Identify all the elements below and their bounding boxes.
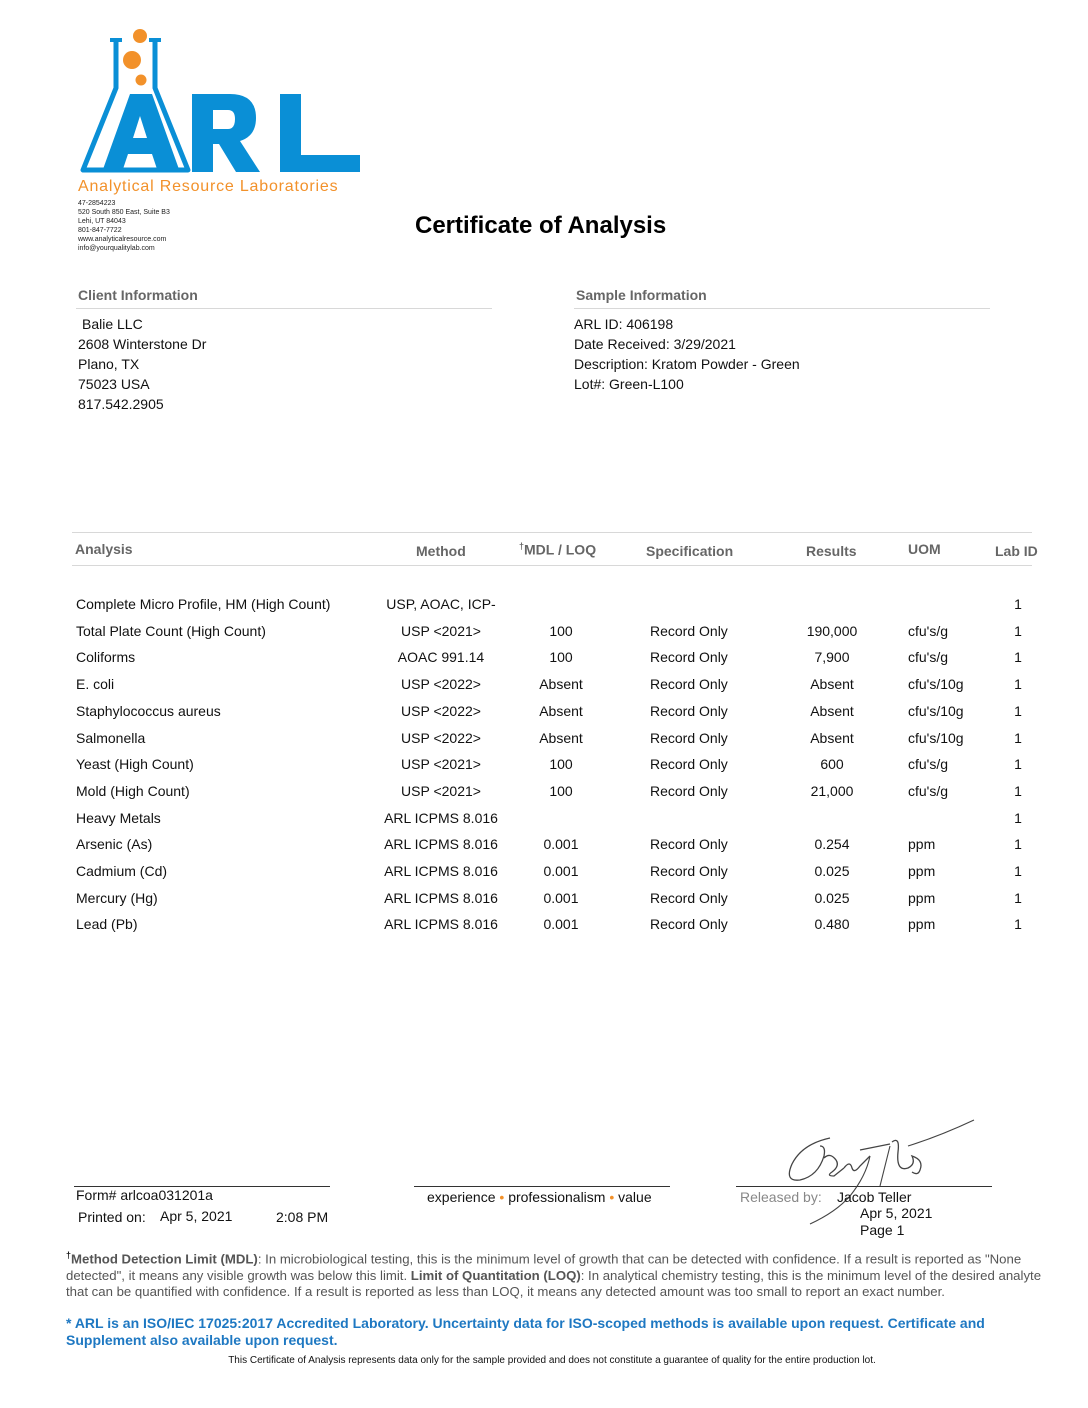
- cell-specification: Record Only: [650, 863, 728, 879]
- cell-lab-id: 1: [1014, 836, 1022, 853]
- cell-method: USP <2021>: [401, 782, 481, 799]
- mdl-term: Method Detection Limit (MDL): [71, 1251, 258, 1267]
- cell-mdl-loq: 100: [549, 782, 573, 799]
- cell-uom: cfu's/10g: [908, 676, 964, 693]
- cell-result: 190,000: [806, 622, 858, 639]
- client-info-heading: Client Information: [78, 287, 198, 303]
- cell-analysis: Heavy Metals: [76, 809, 161, 826]
- table-row: [0, 730, 1088, 750]
- cell-result: 0.480: [814, 916, 850, 933]
- cell-result: Absent: [810, 702, 854, 719]
- lab-address: [78, 199, 170, 253]
- cell-uom: ppm: [908, 916, 936, 933]
- cell-lab-id: 1: [1014, 702, 1022, 719]
- motto-word: professionalism: [508, 1189, 606, 1205]
- cell-uom: ppm: [908, 889, 936, 906]
- cell-result: 0.025: [814, 863, 850, 879]
- col-header-specification: Specification: [646, 543, 734, 559]
- address-line: Lehi, UT 84043: [78, 218, 126, 225]
- cell-result: Absent: [810, 676, 854, 693]
- table-row: [0, 756, 1088, 776]
- sample-lot: Lot#: Green-L100: [574, 376, 684, 392]
- cell-lab-id: 1: [1014, 649, 1022, 666]
- cell-lab-id: 1: [1014, 863, 1022, 879]
- cell-lab-id: 1: [1014, 809, 1022, 826]
- table-row: [0, 676, 1088, 696]
- motto-separator: •: [609, 1189, 615, 1205]
- client-name: Balie LLC: [82, 316, 143, 332]
- cell-specification: Record Only: [650, 702, 728, 719]
- cell-result: 0.254: [814, 836, 850, 853]
- col-header-method: Method: [416, 543, 466, 559]
- form-number: Form# arlcoa031201a: [76, 1187, 213, 1203]
- printed-label: Printed on:: [78, 1209, 146, 1225]
- cell-analysis: Complete Micro Profile, HM (High Count): [76, 596, 331, 612]
- sample-arl-id: ARL ID: 406198: [574, 316, 674, 332]
- motto-word: experience: [427, 1189, 496, 1205]
- footer-rule-right: [736, 1186, 992, 1187]
- cell-uom: cfu's/g: [908, 782, 949, 799]
- cell-analysis: Coliforms: [76, 649, 136, 666]
- sample-date-received: Date Received: 3/29/2021: [574, 336, 736, 352]
- cell-mdl-loq: Absent: [539, 729, 583, 746]
- table-row: [0, 783, 1088, 803]
- cell-lab-id: 1: [1014, 756, 1022, 773]
- cell-lab-id: 1: [1014, 622, 1022, 639]
- cell-specification: Record Only: [650, 729, 728, 746]
- cell-method: ARL ICPMS 8.016: [384, 809, 498, 826]
- col-header-results: Results: [806, 543, 857, 559]
- cell-specification: Record Only: [650, 622, 728, 639]
- client-zip: 75023 USA: [78, 376, 150, 392]
- cell-mdl-loq: 0.001: [543, 863, 579, 879]
- cell-lab-id: 1: [1014, 782, 1022, 799]
- cell-analysis: Cadmium (Cd): [76, 863, 168, 879]
- cell-result: Absent: [810, 729, 854, 746]
- cell-method: ARL ICPMS 8.016: [384, 863, 498, 879]
- page-number: Page 1: [860, 1222, 905, 1238]
- motto: [427, 1189, 652, 1205]
- client-info-divider: [76, 308, 492, 309]
- cell-specification: Record Only: [650, 916, 728, 933]
- cell-lab-id: 1: [1014, 596, 1022, 612]
- client-phone: 817.542.2905: [78, 396, 164, 412]
- motto-separator: •: [499, 1189, 505, 1205]
- cell-specification: Record Only: [650, 649, 728, 666]
- printed-date: Apr 5, 2021: [160, 1208, 233, 1224]
- table-header-rule: [72, 565, 1032, 566]
- cell-mdl-loq: 100: [549, 622, 573, 639]
- cell-analysis: Mold (High Count): [76, 782, 190, 799]
- cell-specification: Record Only: [650, 889, 728, 906]
- cell-lab-id: 1: [1014, 916, 1022, 933]
- sample-info-heading: Sample Information: [576, 287, 707, 303]
- cell-method: USP <2021>: [401, 622, 481, 639]
- cell-result: 7,900: [814, 649, 850, 666]
- table-row: [0, 863, 1088, 883]
- table-row: [0, 836, 1088, 856]
- cell-analysis: Yeast (High Count): [76, 756, 194, 773]
- table-row: [0, 596, 1088, 616]
- page-title: Certificate of Analysis: [415, 212, 667, 239]
- cell-method: AOAC 991.14: [397, 649, 485, 666]
- cell-method: USP <2022>: [401, 702, 481, 719]
- cell-uom: ppm: [908, 836, 936, 853]
- cell-analysis: Total Plate Count (High Count): [76, 622, 266, 639]
- address-line: 801-847-7722: [78, 227, 122, 234]
- cell-analysis: Arsenic (As): [76, 836, 153, 853]
- cell-uom: cfu's/10g: [908, 702, 964, 719]
- client-city: Plano, TX: [78, 356, 140, 372]
- table-row: [0, 649, 1088, 669]
- mdl-definition: : In microbiological testing, this is the minimum level of growth that can be detected with confidence. If a result is reported as "None detected", it means any visible growth was below this limit.: [66, 1251, 1022, 1283]
- logo-letter-shapes: [80, 92, 365, 174]
- sample-info: [574, 314, 800, 394]
- table-row: [0, 916, 1088, 936]
- cell-result: 21,000: [810, 782, 854, 799]
- cell-mdl-loq: Absent: [539, 702, 583, 719]
- table-top-rule: [72, 532, 1032, 533]
- lab-name: Analytical Resource Laboratories: [78, 178, 339, 195]
- cell-uom: cfu's/g: [908, 756, 949, 773]
- table-row: [0, 623, 1088, 643]
- cell-mdl-loq: 0.001: [543, 916, 579, 933]
- client-info: [78, 314, 206, 414]
- accreditation-note: * ARL is an ISO/IEC 17025:2017 Accredited Laboratory. Uncertainty data for ISO-scoped methods is available upon request. Certificate and Supplement also available upon request.: [66, 1315, 985, 1348]
- table-row: [0, 703, 1088, 723]
- cell-specification: Record Only: [650, 782, 728, 799]
- footer-rule-center: [414, 1186, 670, 1187]
- col-header-uom: UOM: [908, 541, 941, 557]
- cell-mdl-loq: 100: [549, 649, 573, 666]
- cell-analysis: E. coli: [76, 676, 115, 693]
- sample-info-divider: [574, 308, 990, 309]
- client-street: 2608 Winterstone Dr: [78, 336, 207, 352]
- cell-analysis: Lead (Pb): [76, 916, 138, 933]
- cell-mdl-loq: 100: [549, 756, 573, 773]
- cell-method: USP, AOAC, ICP-: [386, 596, 496, 612]
- cell-lab-id: 1: [1014, 729, 1022, 746]
- cell-mdl-loq: 0.001: [543, 836, 579, 853]
- cell-method: USP <2022>: [401, 729, 481, 746]
- cell-specification: Record Only: [650, 756, 728, 773]
- cell-mdl-loq: 0.001: [543, 889, 579, 906]
- cell-result: 600: [820, 756, 844, 773]
- cell-method: ARL ICPMS 8.016: [384, 916, 498, 933]
- cell-specification: Record Only: [650, 676, 728, 693]
- loq-definition: : In analytical chemistry testing, this is the minimum level of the desired analyte that can be quantified with confidence. If a result is reported as less than LOQ, it means any detected amount was too small to report an exact number.: [66, 1267, 1042, 1299]
- table-row: [0, 890, 1088, 910]
- cell-result: 0.025: [814, 889, 850, 906]
- released-name: Jacob Teller: [837, 1189, 912, 1205]
- cell-mdl-loq: Absent: [539, 676, 583, 693]
- address-line: 47-2854223: [78, 200, 116, 207]
- dagger-mark: †: [66, 1250, 72, 1260]
- address-line: 520 South 850 East, Suite B3: [78, 209, 170, 216]
- cell-specification: Record Only: [650, 836, 728, 853]
- col-header-lab-id: Lab ID: [995, 543, 1038, 559]
- cell-uom: ppm: [908, 863, 936, 879]
- released-date: Apr 5, 2021: [860, 1205, 933, 1221]
- col-header-analysis: Analysis: [75, 541, 133, 557]
- motto-word: value: [618, 1189, 652, 1205]
- address-line: info@yourqualitylab.com: [78, 245, 155, 252]
- loq-term: Limit of Quantitation (LOQ): [410, 1267, 581, 1283]
- sample-description: Description: Kratom Powder - Green: [574, 356, 800, 372]
- address-line: www.analyticalresource.com: [78, 236, 167, 243]
- table-row: [0, 810, 1088, 830]
- cell-analysis: Salmonella: [76, 729, 146, 746]
- legal-notes: [66, 1247, 1046, 1300]
- disclaimer: This Certificate of Analysis represents data only for the sample provided and does not constitute a guarantee of quality for the entire production lot.: [228, 1355, 876, 1366]
- col-header-mdl: [519, 541, 596, 558]
- cell-uom: cfu's/g: [908, 649, 949, 666]
- col-header-mdl-label: MDL / LOQ: [524, 541, 597, 558]
- cell-method: ARL ICPMS 8.016: [384, 889, 498, 906]
- cell-lab-id: 1: [1014, 676, 1022, 693]
- cell-analysis: Mercury (Hg): [76, 889, 158, 906]
- cell-uom: cfu's/g: [908, 622, 949, 639]
- dagger-mark: †: [519, 541, 525, 551]
- cell-uom: cfu's/10g: [908, 729, 964, 746]
- cell-method: USP <2022>: [401, 676, 481, 693]
- cell-method: USP <2021>: [401, 756, 481, 773]
- cell-analysis: Staphylococcus aureus: [76, 702, 221, 719]
- cell-lab-id: 1: [1014, 889, 1022, 906]
- printed-time: 2:08 PM: [276, 1209, 329, 1225]
- released-label: Released by:: [740, 1189, 822, 1205]
- cell-method: ARL ICPMS 8.016: [384, 836, 498, 853]
